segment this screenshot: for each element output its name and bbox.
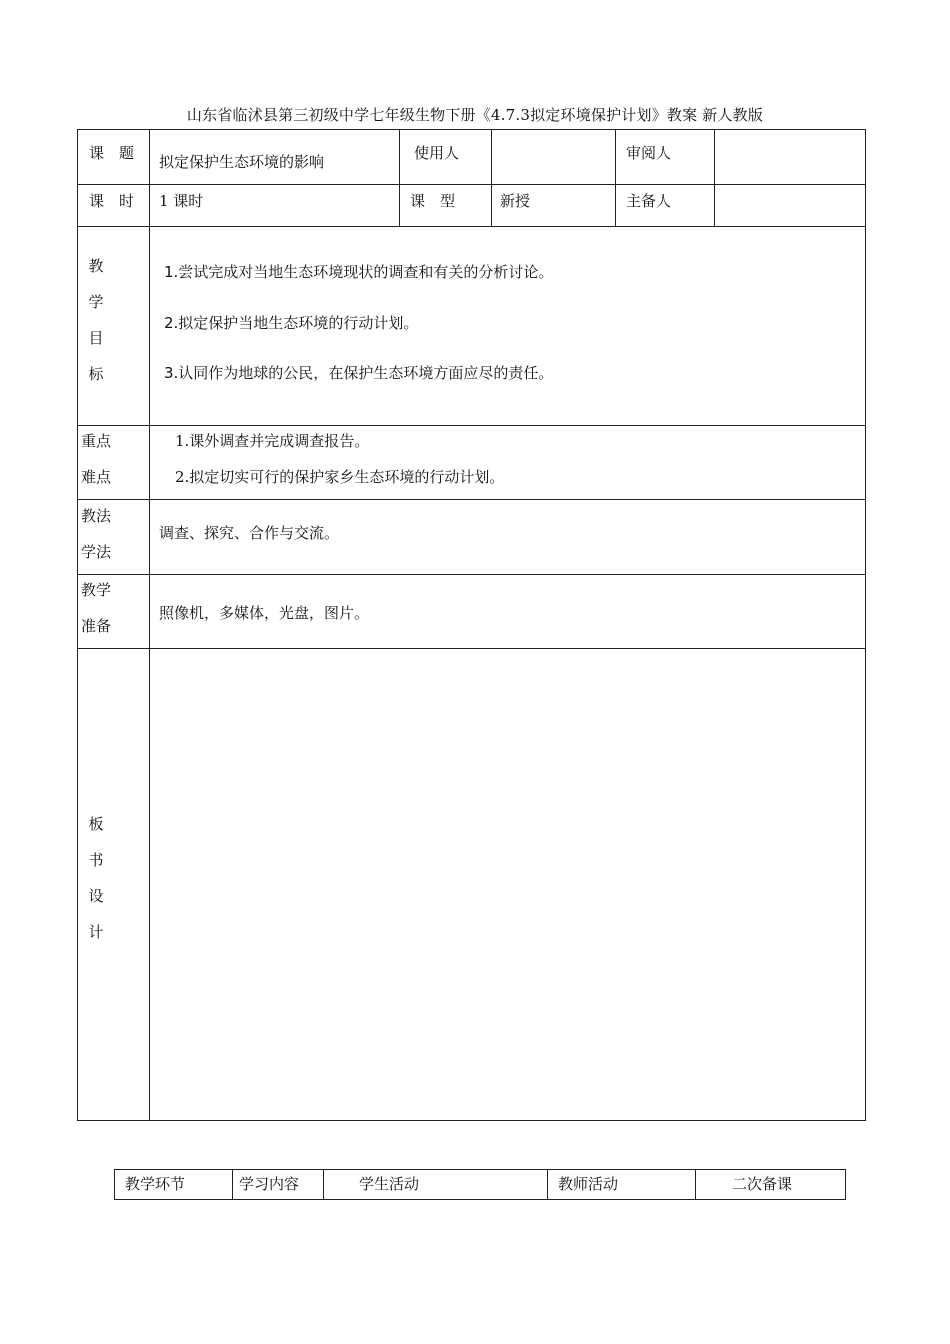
goals-label: [81, 248, 111, 392]
keypoints-label-line: 难点: [81, 468, 112, 486]
header-teacher-activity: 教师活动: [558, 1175, 619, 1193]
preparation-label-line: 教学: [81, 581, 112, 599]
column-divider: [399, 130, 400, 226]
type-label: 课 型: [410, 192, 456, 210]
header-teaching-step: 教学环节: [125, 1175, 186, 1193]
row-divider: [78, 425, 865, 426]
board-label: [81, 806, 111, 950]
row-divider: [78, 574, 865, 575]
goal-item: 1.尝试完成对当地生态环境现状的调查和有关的分析讨论。: [164, 263, 554, 281]
header-second-preparation: 二次备课: [732, 1175, 793, 1193]
row-divider: [78, 226, 865, 227]
row-divider: [78, 648, 865, 649]
methods-label-line: 教法: [81, 507, 112, 525]
board-label-char: 设: [88, 887, 104, 905]
methods-label-line: 学法: [81, 543, 112, 561]
keypoint-item: 2.拟定切实可行的保护家乡生态环境的行动计划。: [175, 468, 505, 486]
column-divider: [323, 1170, 324, 1199]
column-divider: [491, 130, 492, 226]
goals-label-char: 学: [88, 293, 104, 311]
preparation-label-line: 准备: [81, 617, 112, 635]
preparation-label: [81, 572, 111, 644]
column-divider: [149, 130, 150, 1120]
board-label-char: 书: [88, 851, 104, 869]
goals-label-char: 标: [88, 365, 104, 383]
user-label: 使用人: [414, 144, 460, 162]
preparation-value: 照像机，多媒体，光盘，图片。: [159, 604, 370, 622]
column-divider: [714, 130, 715, 226]
lesson-plan-table: [77, 129, 866, 1121]
goals-label-char: 目: [88, 329, 104, 347]
reviewer-label: 审阅人: [626, 144, 672, 162]
type-value: 新授: [500, 192, 531, 210]
topic-value: 拟定保护生态环境的影响: [159, 153, 325, 171]
period-label: 课 时: [89, 192, 135, 210]
methods-label: [81, 498, 111, 570]
goal-item: 3.认同作为地球的公民，在保护生态环境方面应尽的责任。: [164, 364, 554, 382]
methods-value: 调查、探究、合作与交流。: [159, 524, 340, 542]
goal-item: 2.拟定保护当地生态环境的行动计划。: [164, 314, 419, 332]
document-title: 山东省临沭县第三初级中学七年级生物下册《4.7.3拟定环境保护计划》教案 新人教版: [186, 106, 764, 124]
column-divider: [547, 1170, 548, 1199]
topic-label: 课 题: [89, 144, 135, 162]
column-divider: [615, 130, 616, 226]
header-learning-content: 学习内容: [239, 1175, 300, 1193]
keypoints-label: [81, 423, 111, 495]
preparer-label: 主备人: [626, 192, 672, 210]
column-divider: [695, 1170, 696, 1199]
keypoints-label-line: 重点: [81, 432, 112, 450]
board-label-char: 计: [88, 923, 104, 941]
row-divider: [78, 499, 865, 500]
row-divider: [78, 184, 865, 185]
keypoint-item: 1.课外调查并完成调查报告。: [175, 432, 370, 450]
header-student-activity: 学生活动: [359, 1175, 420, 1193]
process-table-header: [114, 1169, 846, 1200]
column-divider: [232, 1170, 233, 1199]
board-label-char: 板: [88, 815, 104, 833]
period-value: 1 课时: [159, 192, 204, 210]
goals-label-char: 教: [88, 257, 104, 275]
